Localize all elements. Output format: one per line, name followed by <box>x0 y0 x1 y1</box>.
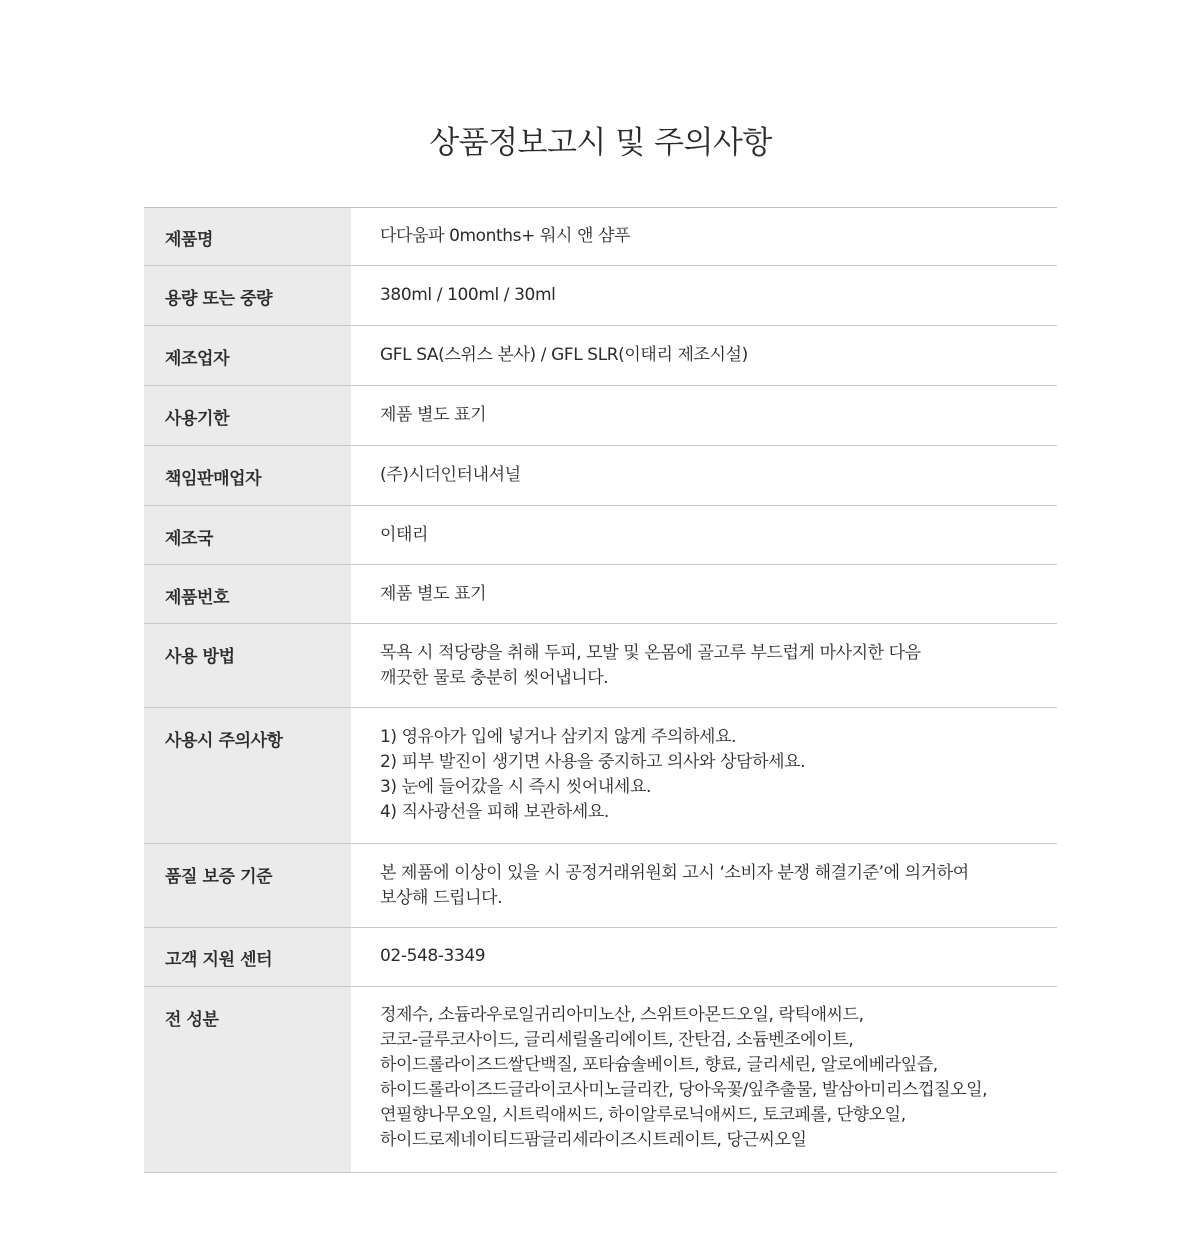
row-expiry <box>144 386 1057 446</box>
value-line: 코코-글루코사이드, 글리세릴올리에이트, 잔탄검, 소듐벤조에이트, <box>380 1030 854 1050</box>
value-line: 2) 피부 발진이 생기면 사용을 중지하고 의사와 상담하세요. <box>380 752 806 772</box>
value-line: 02-548-3349 <box>380 946 486 966</box>
row-label: 제조업자 <box>144 326 351 385</box>
row-seller <box>144 446 1057 506</box>
value-line: 4) 직사광선을 피해 보관하세요. <box>380 802 609 822</box>
row-label: 용량 또는 중량 <box>144 266 351 325</box>
row-value <box>351 446 1057 505</box>
page-title: 상품정보고시 및 주의사항 <box>429 125 772 161</box>
row-manufacturer <box>144 326 1057 386</box>
row-label: 제조국 <box>144 506 351 564</box>
row-quality-guarantee <box>144 844 1057 928</box>
row-volume <box>144 266 1057 326</box>
row-value <box>351 708 1057 843</box>
row-label: 사용 방법 <box>144 624 351 707</box>
row-ingredients <box>144 987 1057 1173</box>
value-line: 목욕 시 적당량을 취해 두피, 모발 및 온몸에 골고루 부드럽게 마사지한 다음 <box>380 643 921 663</box>
row-value <box>351 326 1057 385</box>
row-value <box>351 565 1057 623</box>
row-label: 품질 보증 기준 <box>144 844 351 927</box>
value-line: 하이드롤라이즈드쌀단백질, 포타슘솔베이트, 향료, 글리세린, 알로에베라잎즙, <box>380 1055 938 1075</box>
value-line: (주)시더인터내셔널 <box>380 465 521 485</box>
row-label: 책임판매업자 <box>144 446 351 505</box>
value-line: 정제수, 소듐라우로일귀리아미노산, 스위트아몬드오일, 락틱애씨드, <box>380 1005 864 1025</box>
value-line: 제품 별도 표기 <box>380 405 487 425</box>
row-label: 제품번호 <box>144 565 351 623</box>
value-line: 제품 별도 표기 <box>380 584 487 604</box>
row-label: 사용기한 <box>144 386 351 445</box>
value-line: 연필향나무오일, 시트릭애씨드, 하이알루로닉애씨드, 토코페롤, 단향오일, <box>380 1105 906 1125</box>
value-line: GFL SA(스위스 본사) / GFL SLR(이태리 제조시설) <box>380 345 748 365</box>
value-line: 깨끗한 물로 충분히 씻어냅니다. <box>380 668 609 688</box>
row-label: 전 성분 <box>144 987 351 1172</box>
row-label: 사용시 주의사항 <box>144 708 351 843</box>
row-label: 제품명 <box>144 208 351 265</box>
value-line: 하이드롤라이즈드글라이코사미노글리칸, 당아욱꽃/잎추출물, 발삼아미리스껍질오일, <box>380 1080 988 1100</box>
row-value <box>351 266 1057 325</box>
value-line: 하이드로제네이티드팜글리세라이즈시트레이트, 당근씨오일 <box>380 1130 807 1150</box>
row-label: 고객 지원 센터 <box>144 928 351 986</box>
value-line: 3) 눈에 들어갔을 시 즉시 씻어내세요. <box>380 777 651 797</box>
row-cautions <box>144 708 1057 844</box>
value-line: 이태리 <box>380 525 429 545</box>
row-value <box>351 386 1057 445</box>
row-usage <box>144 624 1057 708</box>
value-line: 보상해 드립니다. <box>380 888 503 908</box>
row-value <box>351 987 1057 1172</box>
row-value <box>351 928 1057 986</box>
row-customer-support <box>144 928 1057 987</box>
row-country <box>144 506 1057 565</box>
row-product-number <box>144 565 1057 624</box>
row-value <box>351 208 1057 265</box>
value-line: 380ml / 100ml / 30ml <box>380 285 556 305</box>
product-info-table <box>144 207 1057 1173</box>
row-value <box>351 624 1057 707</box>
value-line: 본 제품에 이상이 있을 시 공정거래위원회 고시 ‘소비자 분쟁 해결기준’에 의거하여 <box>380 863 969 883</box>
row-value <box>351 844 1057 927</box>
value-line: 1) 영유아가 입에 넣거나 삼키지 않게 주의하세요. <box>380 727 737 747</box>
value-line: 다다움파 0months+ 워시 앤 샴푸 <box>380 226 631 246</box>
row-value <box>351 506 1057 564</box>
row-product-name <box>144 208 1057 266</box>
